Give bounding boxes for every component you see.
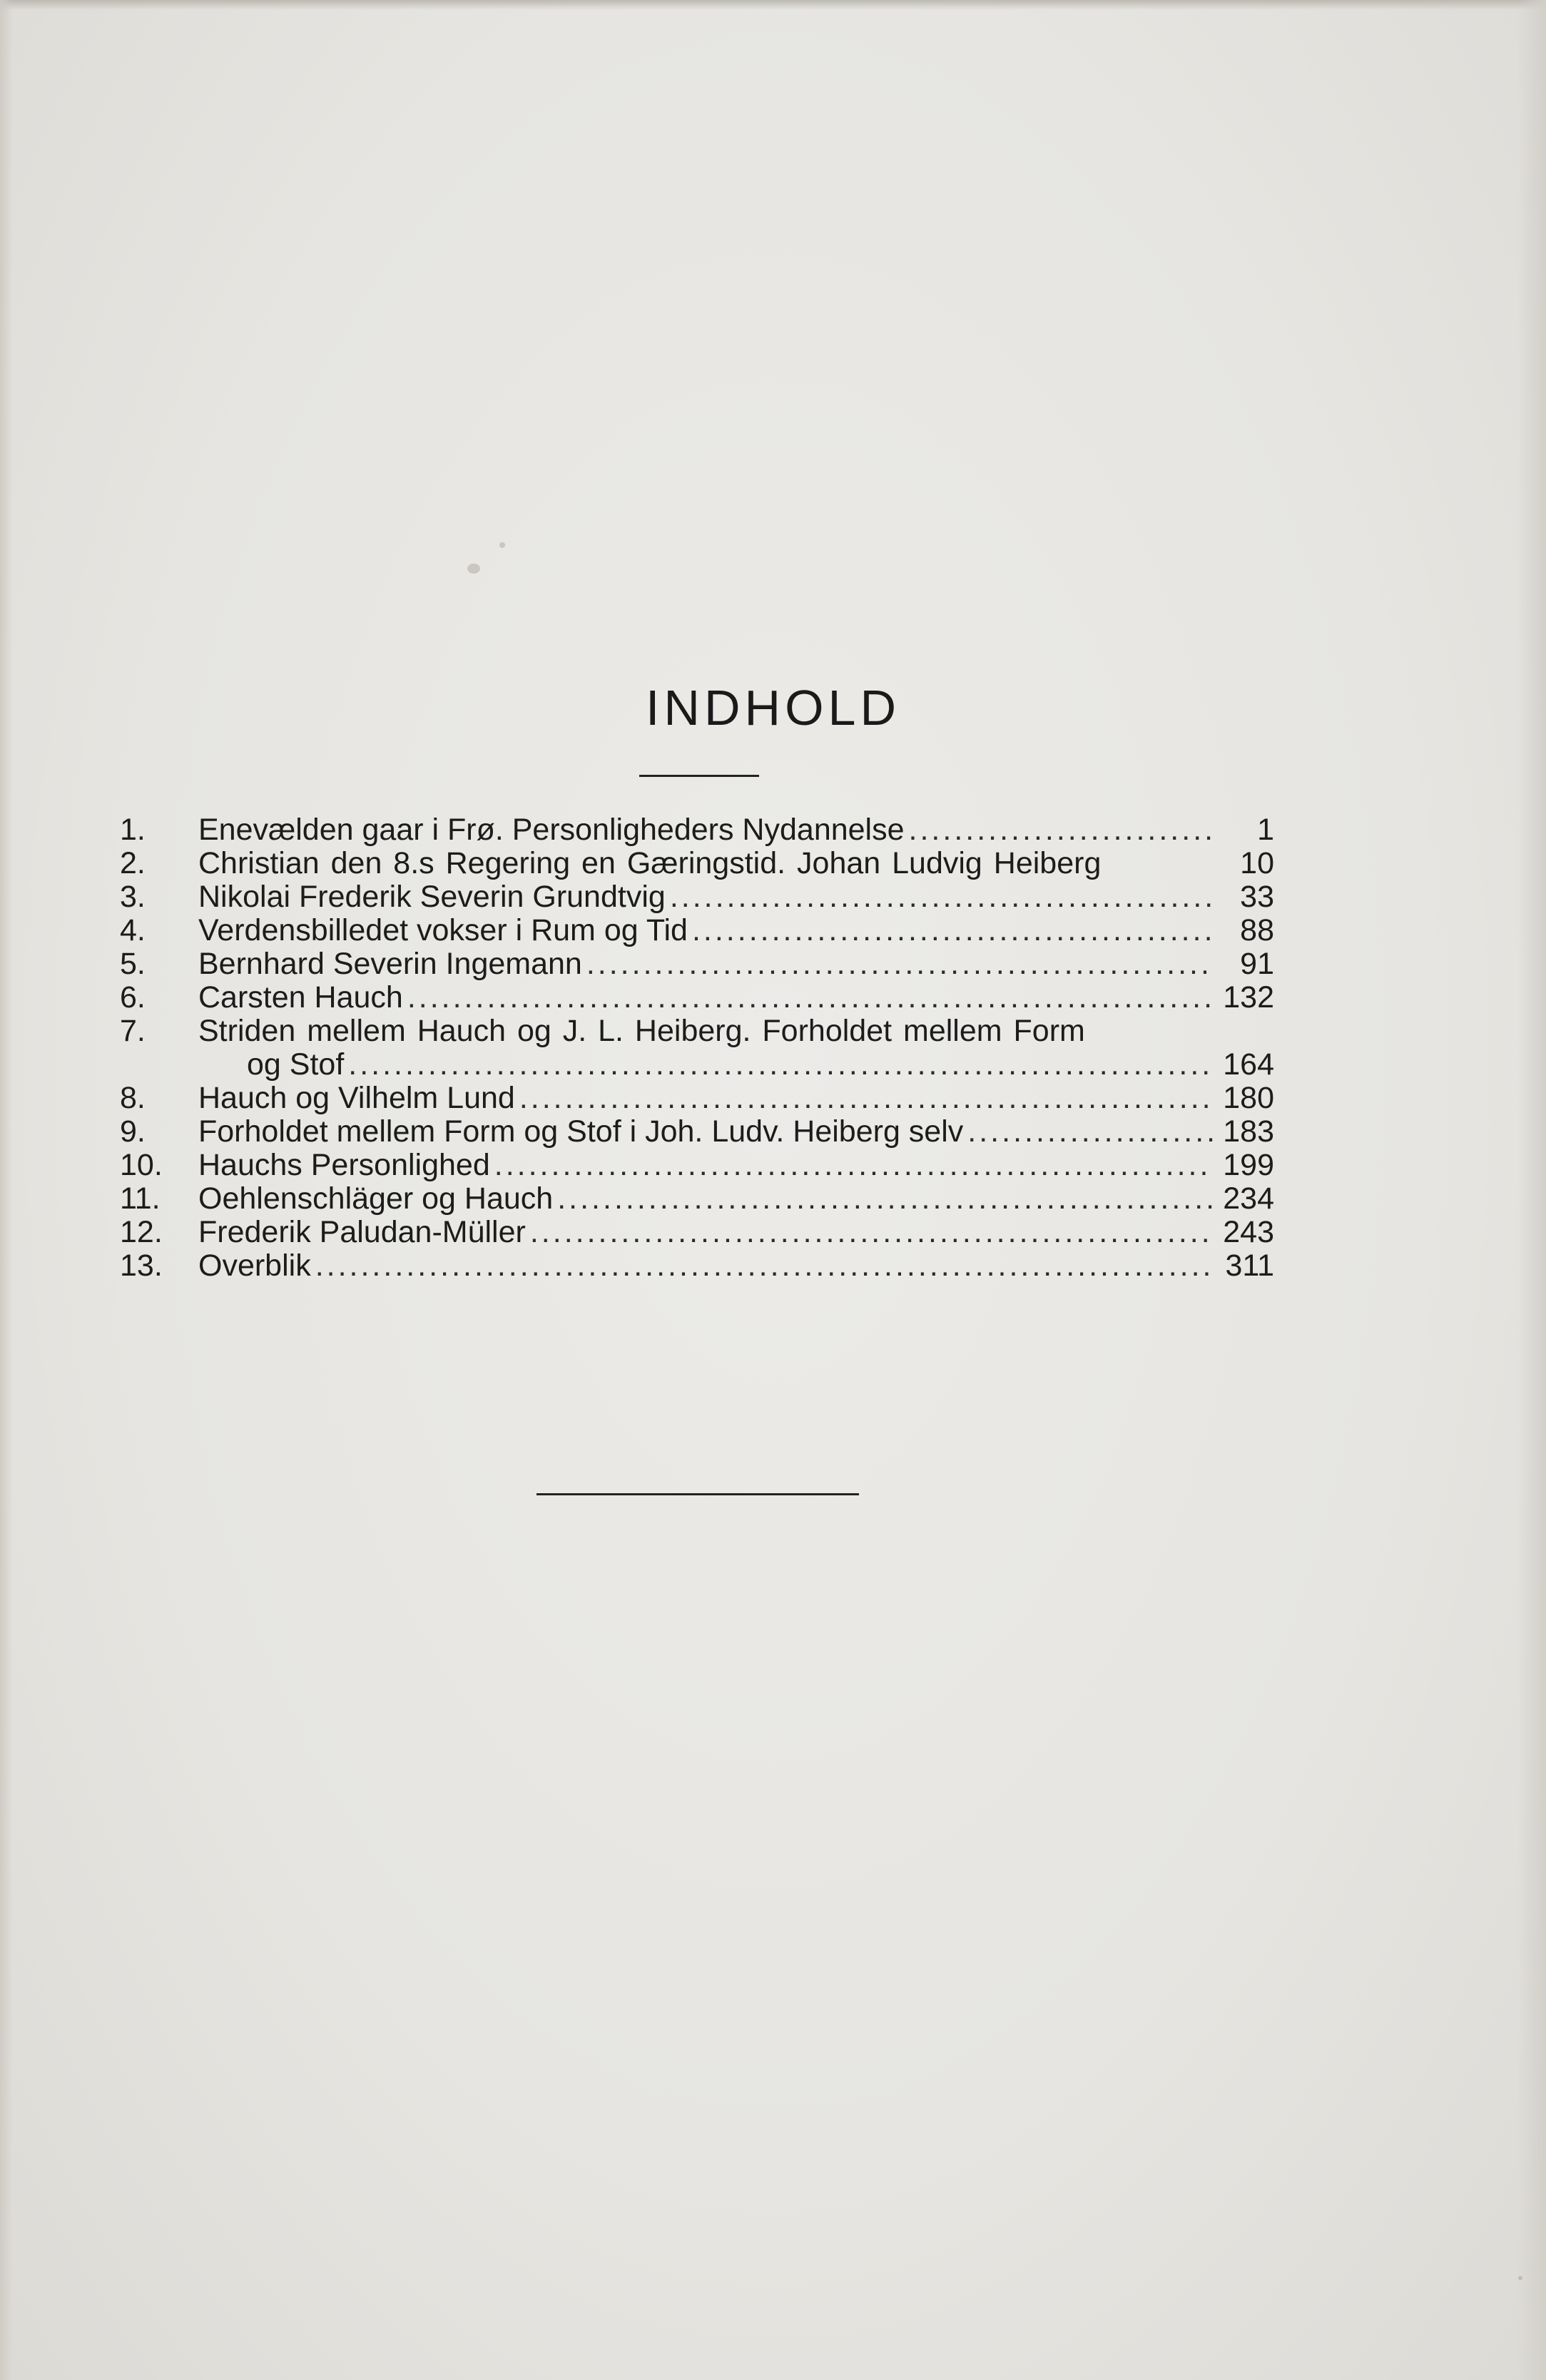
dot-leader (407, 981, 1213, 1014)
contents-heading: INDHOLD (645, 680, 901, 736)
toc-entry[interactable] (120, 813, 1274, 847)
page-top-edge-shadow (0, 0, 1546, 10)
toc-entry-page: 88 (1240, 913, 1274, 947)
toc-entry-number: 11. (120, 1181, 161, 1216)
toc-entry-continuation[interactable] (120, 1048, 1274, 1082)
toc-entry[interactable] (120, 1082, 1274, 1115)
dot-leader (670, 880, 1213, 914)
toc-entry-page: 33 (1240, 880, 1274, 914)
toc-entry-page: 199 (1223, 1148, 1274, 1182)
toc-entry[interactable] (120, 847, 1274, 880)
toc-entry-page: 132 (1223, 980, 1274, 1014)
closing-divider (536, 1493, 859, 1495)
paper-speck (1518, 2276, 1522, 2280)
toc-entry-page: 164 (1223, 1047, 1274, 1082)
toc-entry-number: 13. (120, 1249, 163, 1283)
toc-entry-number: 10. (120, 1148, 163, 1182)
toc-entry-title: Bernhard Severin Ingemann (198, 947, 582, 981)
toc-entry-title: Nikolai Frederik Severin Grundtvig (198, 880, 666, 914)
toc-entry[interactable] (120, 1216, 1274, 1249)
toc-entry-title: Hauchs Personlighed (198, 1148, 490, 1182)
heading-divider (639, 775, 759, 777)
toc-entry-number: 4. (120, 913, 146, 947)
toc-entry-number: 2. (120, 846, 146, 880)
dot-leader (557, 1182, 1213, 1216)
dot-leader (348, 1048, 1213, 1082)
toc-entry[interactable] (120, 880, 1274, 914)
toc-entry-page: 234 (1223, 1181, 1274, 1216)
toc-entry-title: Carsten Hauch (198, 980, 403, 1014)
page-left-edge-shadow (0, 0, 13, 2380)
toc-entry[interactable] (120, 947, 1274, 981)
toc-entry-number: 5. (120, 947, 146, 981)
toc-entry[interactable] (120, 1182, 1274, 1216)
dot-leader (494, 1149, 1213, 1182)
toc-entry-title: Hauch og Vilhelm Lund (198, 1081, 515, 1115)
dot-leader (519, 1082, 1213, 1115)
toc-entry-title: Verdensbilledet vokser i Rum og Tid (198, 913, 688, 947)
toc-entry-number: 3. (120, 880, 146, 914)
toc-entry-page: 183 (1223, 1114, 1274, 1149)
toc-entry-number: 9. (120, 1114, 146, 1149)
toc-entry-title: Enevælden gaar i Frø. Personligheders Nydannelse (198, 813, 905, 847)
toc-entry-number: 6. (120, 980, 146, 1014)
toc-entry-page: 180 (1223, 1081, 1274, 1115)
toc-entry-page: 243 (1223, 1215, 1274, 1249)
toc-entry-number: 7. (120, 1014, 146, 1048)
toc-entry-number: 8. (120, 1081, 146, 1115)
toc-entry[interactable] (120, 1149, 1274, 1182)
toc-entry-number: 12. (120, 1215, 163, 1249)
toc-entry[interactable] (120, 914, 1274, 947)
toc-entry-page: 311 (1225, 1249, 1274, 1283)
dot-leader (586, 947, 1213, 981)
dot-leader (692, 914, 1213, 947)
toc-entry-title: Overblik (198, 1249, 311, 1283)
toc-entry-page: 10 (1240, 846, 1274, 880)
toc-entry-title: Forholdet mellem Form og Stof i Joh. Ludv. Heiberg selv (198, 1114, 964, 1149)
dot-leader (967, 1115, 1213, 1149)
paper-speck (467, 564, 480, 574)
toc-entry-page: 91 (1240, 947, 1274, 981)
toc-entry-page: 1 (1257, 813, 1274, 847)
page-right-edge-shadow (1517, 0, 1546, 2380)
dot-leader (909, 813, 1213, 847)
toc-entry[interactable] (120, 1115, 1274, 1149)
toc-entry-title: Striden mellem Hauch og J. L. Heiberg. Forholdet mellem Form (198, 1014, 1085, 1048)
toc-entry-title: Oehlenschläger og Hauch (198, 1181, 554, 1216)
toc-entry[interactable] (120, 1249, 1274, 1283)
toc-entry-title: Frederik Paludan-Müller (198, 1215, 526, 1249)
toc-entry[interactable] (120, 981, 1274, 1014)
paper-speck (499, 542, 505, 548)
toc-entry-title-continuation: og Stof (247, 1047, 345, 1082)
toc-entry[interactable] (120, 1014, 1274, 1048)
dot-leader (530, 1216, 1213, 1249)
table-of-contents (120, 813, 1274, 1283)
toc-entry-number: 1. (120, 813, 146, 847)
toc-entry-title: Christian den 8.s Regering en Gæringstid. Johan Ludvig Heiberg (198, 846, 1102, 880)
dot-leader (315, 1249, 1213, 1283)
